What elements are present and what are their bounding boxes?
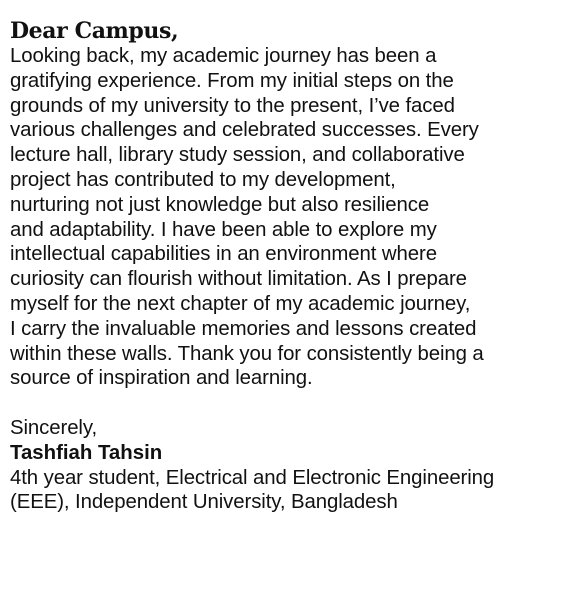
- letter-body-line: lecture hall, library study session, and collaborative: [10, 144, 465, 167]
- letter-closing: Sincerely,: [10, 416, 98, 439]
- letter-body-line: project has contributed to my development,: [10, 168, 396, 191]
- signature-name: Tashfiah Tahsin: [10, 441, 163, 464]
- letter-body-line: I carry the invaluable memories and lessons created: [10, 317, 477, 340]
- letter-body-line: Looking back, my academic journey has been a: [10, 45, 437, 67]
- letter-body-line: intellectual capabilities in an environment where: [10, 243, 437, 266]
- letter-body-line: source of inspiration and learning.: [10, 367, 313, 390]
- letter-body-line: gratifying experience. From my initial steps on the: [10, 69, 454, 92]
- letter-greeting: Dear Campus,: [10, 18, 179, 44]
- letter-body-line: and adaptability. I have been able to explore my: [10, 218, 437, 241]
- letter-body: [10, 44, 578, 391]
- letter-body-line: myself for the next chapter of my academic journey,: [10, 292, 471, 315]
- paragraph-spacer: [10, 391, 578, 416]
- letter-body-line: curiosity can flourish without limitation. As I prepare: [10, 268, 467, 291]
- letter-body-line: various challenges and celebrated successes. Every: [10, 119, 479, 142]
- letter: [10, 18, 578, 515]
- signature-title-line: (EEE), Independent University, Bangladesh: [10, 491, 398, 514]
- letter-body-line: grounds of my university to the present, I’ve faced: [10, 94, 455, 117]
- signature-title-line: 4th year student, Electrical and Electronic Engineering: [10, 466, 495, 489]
- letter-body-line: within these walls. Thank you for consistently being a: [10, 342, 484, 365]
- letter-body-line: nurturing not just knowledge but also resilience: [10, 193, 430, 216]
